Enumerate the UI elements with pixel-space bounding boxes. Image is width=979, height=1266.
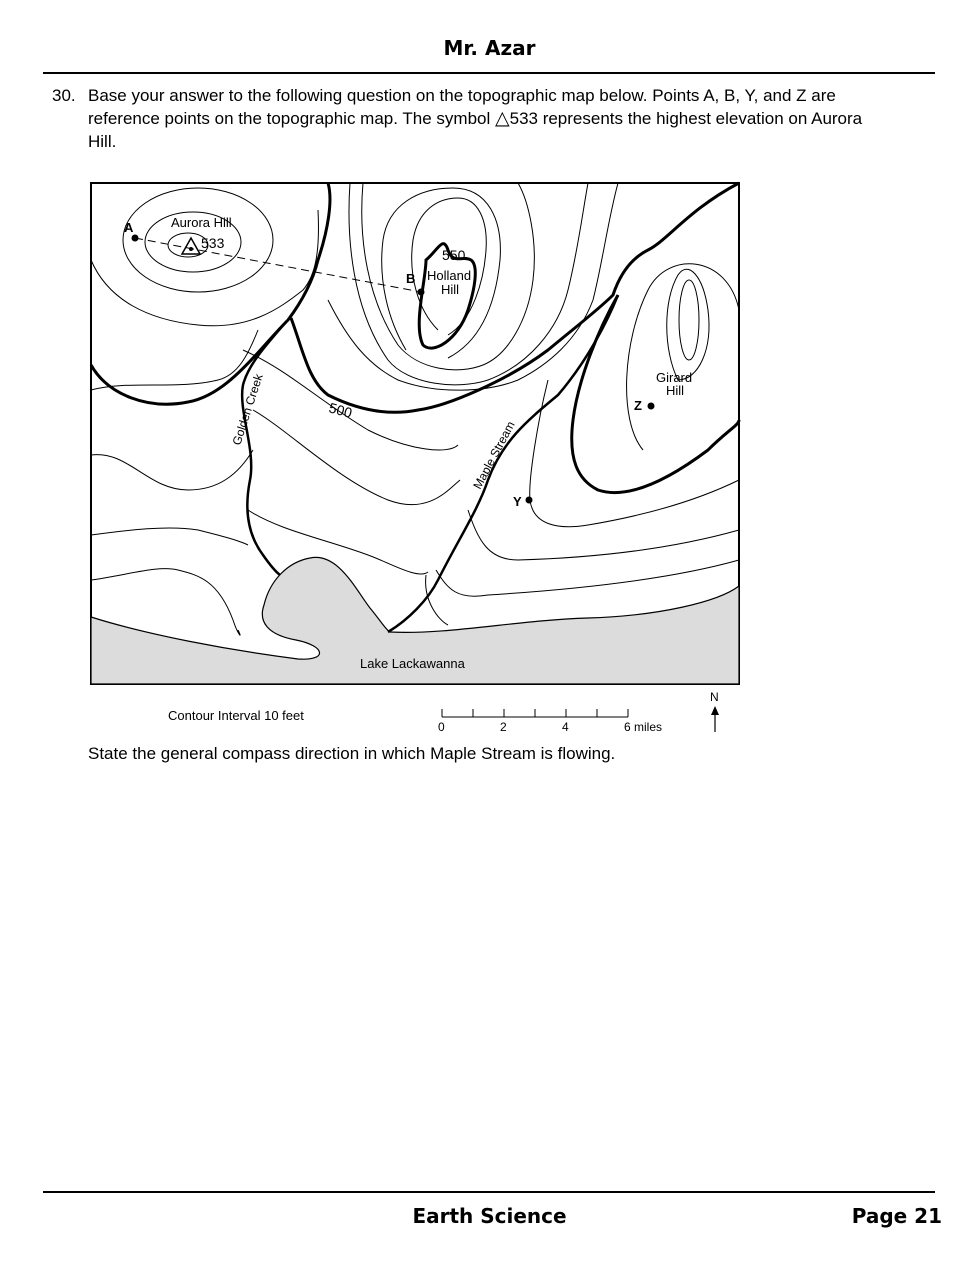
- scale-tick-2: 2: [500, 720, 507, 734]
- point-y-label: Y: [513, 494, 522, 509]
- index-contour-label: 500: [327, 399, 354, 421]
- lake-label: Lake Lackawanna: [360, 656, 465, 671]
- triangle-symbol: △: [494, 107, 510, 129]
- header-divider: [43, 72, 935, 74]
- aurora-hill-label: Aurora Hill: [171, 215, 232, 230]
- point-a-marker: [132, 235, 139, 242]
- summit-elevation: 533: [201, 235, 225, 251]
- maple-stream-label: Maple Stream: [470, 418, 518, 492]
- point-y-marker: [526, 497, 533, 504]
- scale-tick-4: 4: [562, 720, 569, 734]
- summit-dot: [189, 247, 193, 251]
- north-label: N: [710, 690, 719, 704]
- contour-interval-label: Contour Interval 10 feet: [168, 708, 304, 723]
- page-header-title: Mr. Azar: [443, 36, 536, 60]
- holland-elevation: 550: [442, 247, 466, 263]
- golden-creek-label: Golden Creek: [229, 372, 266, 447]
- holland-hill-label-1: Holland: [427, 268, 472, 283]
- map-frame: [91, 183, 739, 684]
- scale-tick-0: 0: [438, 720, 445, 734]
- question-block: [52, 84, 872, 153]
- point-a-label: A: [124, 220, 134, 235]
- question-prompt: State the general compass direction in which Maple Stream is flowing.: [88, 744, 616, 763]
- girard-hill-label-2: Hill: [666, 383, 685, 398]
- holland-hill-label-2: Hill: [441, 282, 460, 297]
- footer-subject: Earth Science: [412, 1204, 567, 1228]
- question-number: 30.: [52, 86, 76, 105]
- question-text: [88, 84, 872, 153]
- north-arrow-icon: [711, 706, 719, 715]
- point-b-label: B: [406, 271, 416, 286]
- point-b-marker: [418, 289, 425, 296]
- question-text-part2: 533 represents the highest elevation on Aurora Hill.: [88, 109, 863, 151]
- question-text-part1: Base your answer to the following question on the topographic map below. Points A, B, Y, and Z are reference points on the topographic map. The symbol: [88, 86, 836, 128]
- point-z-label: Z: [634, 398, 642, 413]
- footer-page-number: Page 21: [851, 1204, 942, 1228]
- scale-bar: [442, 709, 628, 717]
- footer-divider: [43, 1191, 935, 1193]
- girard-hill-label-1: Girard: [656, 370, 693, 385]
- point-z-marker: [648, 403, 655, 410]
- topographic-map: [88, 180, 748, 740]
- scale-tick-6: 6 miles: [624, 720, 663, 734]
